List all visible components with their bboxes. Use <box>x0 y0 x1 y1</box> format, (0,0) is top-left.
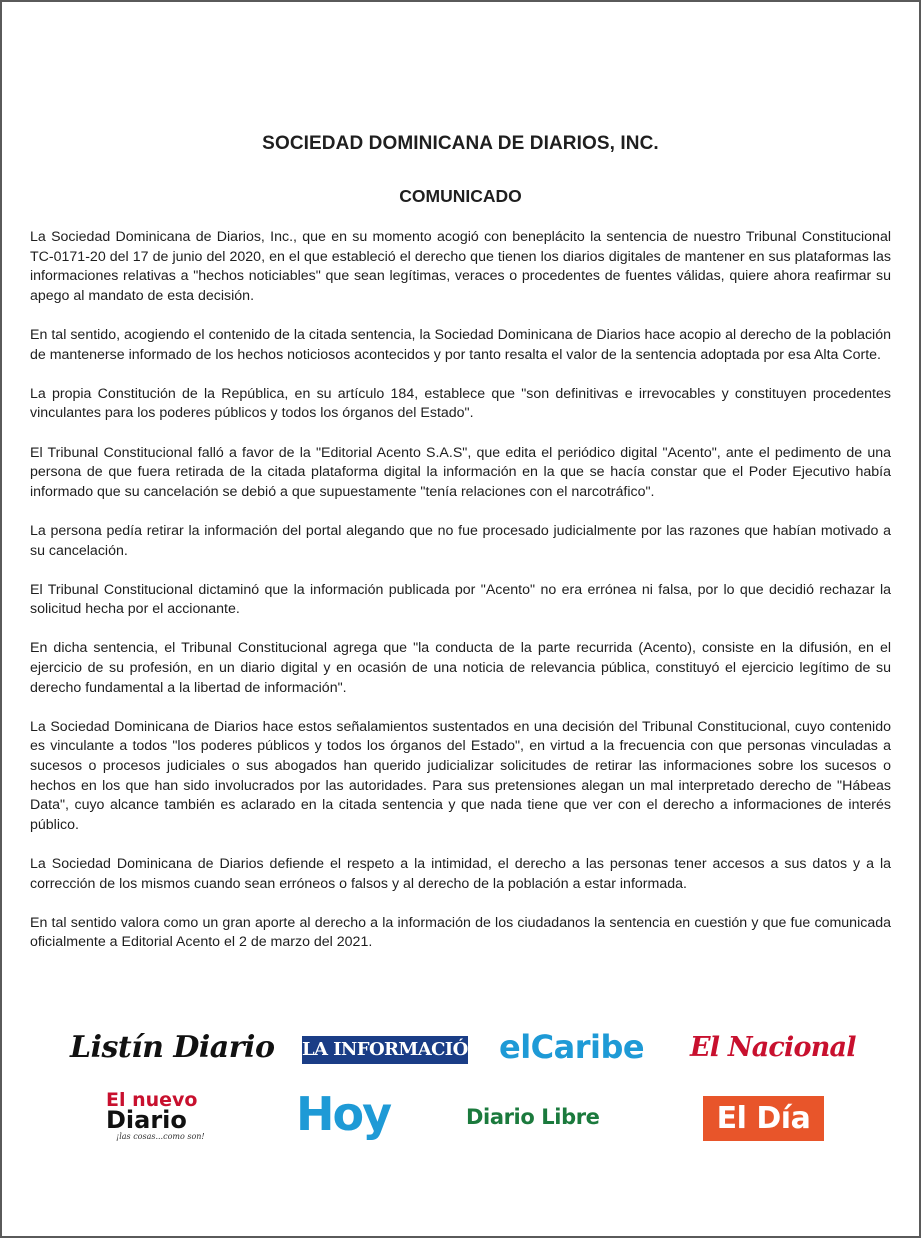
el-nacional-logo: El Nacional <box>690 1032 856 1063</box>
paragraph: En dicha sentencia, el Tribunal Constitucional agrega que "la conducta de la parte recurrida (Acento), consiste en la difusión, en el ejercicio de su profesión, en un diario digital y en ocasión de una noticia de relevancia pública, constituyó el ejercicio legítimo de su derecho fundamental a la libertad de información". <box>30 640 891 696</box>
paragraph: La propia Constitución de la República, en su artículo 184, establece que "son definitivas e irrevocables y constituyen procedentes vinculantes para los poderes públicos y todos los órganos del Estado". <box>30 385 891 422</box>
paragraph: La Sociedad Dominicana de Diarios defiende el respeto a la intimidad, el derecho a las personas tener accesos a sus datos y a la corrección de los mismos cuando sean erróneos o falsos y al derecho de la población a estar informada. <box>30 856 891 892</box>
paragraph: En tal sentido, acogiendo el contenido de la citada sentencia, la Sociedad Dominicana de Diarios hace acopio al derecho de la población de mantenerse informado de los hechos noticiosos acontecidos y por tanto resalta el valor de la sentencia adoptada por esa Alta Corte. <box>30 326 891 363</box>
la-informacion-logo: LA INFORMACIÓN <box>302 1036 468 1064</box>
el-nuevo-diario-logo-top: El nuevo <box>106 1089 198 1111</box>
paragraph: El Tribunal Constitucional falló a favor de la "Editorial Acento S.A.S", que edita el periódico digital "Acento", ante el pedimento de una persona de que fuera retirada de la citada plataforma digital la información en la que se hacía constar que el Poder Ejecutivo había informado que su cancelación se debió a que supuestamente "tenía relaciones con el narcotráfico". <box>30 444 891 500</box>
paragraph: La Sociedad Dominicana de Diarios, Inc., que en su momento acogió con beneplácito la sentencia de nuestro Tribunal Constitucional TC-0171-20 del 17 de junio del 2020, en el que estableció el derecho que tienen los diarios digitales de mantener en sus plataformas las informaciones relativas a "hechos noticiables" que sean legítimas, veraces o procedentes de fuentes válidas, quiere ahora reafirmar su apego al mandato de esta decisión. <box>30 229 891 304</box>
el-dia-logo: El Día <box>703 1096 824 1141</box>
paragraph: El Tribunal Constitucional dictaminó que la información publicada por "Acento" no era errónea ni falsa, por lo que decidió rechazar la solicitud hecha por el accionante. <box>30 581 891 618</box>
el-nuevo-diario-tagline: ¡las cosas...como son! <box>116 1132 205 1141</box>
document-heading: COMUNICADO <box>399 186 522 206</box>
hoy-logo: Hoy <box>296 1087 391 1141</box>
el-caribe-logo: elCaribe <box>499 1028 645 1066</box>
communique-body <box>30 228 891 973</box>
el-nuevo-diario-logo-main: Diario <box>106 1106 187 1134</box>
paragraph: La Sociedad Dominicana de Diarios hace estos señalamientos sustentados en una decisión del Tribunal Constitucional, cuyo contenido es vinculante a todos "los poderes públicos y todos los órganos del Estado", en virtud a la frecuencia con que personas vinculadas a sucesos o procesos judiciales o sus abogados han querido judicializar solicitudes de retirar las informaciones sobre los sucesos o hechos en los que han sido involucrados por las autoridades. Para sus pretensiones alegan un mal interpretado derecho de "Hábeas Data", cuyo alcance también es aclarado en la citada sentencia y que nada tiene que ver con el derecho a informaciones de interés público. <box>30 718 891 833</box>
el-nuevo-diario-logo <box>106 1090 226 1146</box>
listin-diario-logo: Listín Diario <box>70 1030 275 1065</box>
paragraph: La persona pedía retirar la información del portal alegando que no fue procesado judicialmente por las razones que habían motivado a su cancelación. <box>30 522 891 559</box>
diario-libre-logo: Diario Libre <box>466 1105 600 1129</box>
organization-title: SOCIEDAD DOMINICANA DE DIARIOS, INC. <box>262 133 659 154</box>
paragraph: En tal sentido valora como un gran aporte al derecho a la información de los ciudadanos la sentencia en cuestión y que fue comunicada oficialmente a Editorial Acento el 2 de marzo del 2021. <box>30 914 891 951</box>
